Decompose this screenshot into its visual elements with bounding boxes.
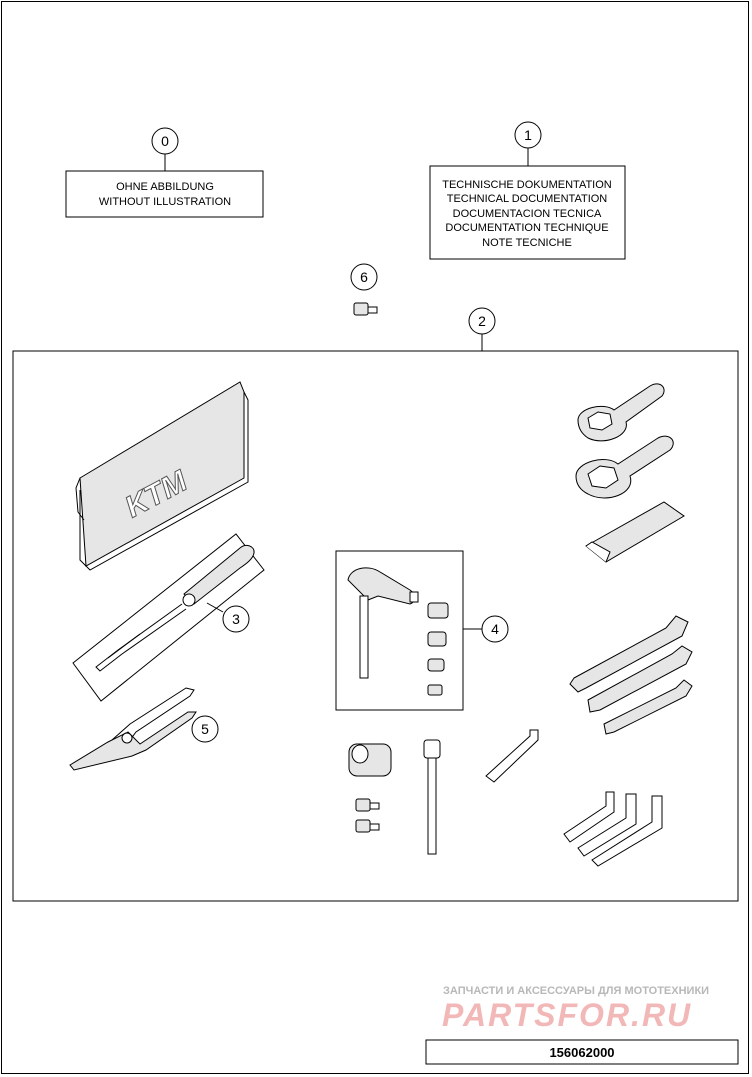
bit-icon[interactable]	[354, 303, 377, 315]
callout-2[interactable]	[469, 308, 495, 334]
callout-4-number: 4	[491, 621, 499, 637]
callout-3[interactable]	[223, 606, 249, 632]
doc-line-it: NOTE TECNICHE	[482, 237, 572, 249]
note-without-illustration	[66, 171, 263, 217]
callout-2-number: 2	[478, 313, 486, 329]
callout-5-number: 5	[201, 721, 209, 737]
note-line-en: WITHOUT ILLUSTRATION	[98, 196, 232, 208]
watermark-logo: PARTSFOR.RU	[442, 997, 693, 1033]
callout-6[interactable]	[351, 264, 377, 290]
bit-icon[interactable]	[356, 799, 379, 832]
pouch-logo: KTM	[119, 464, 193, 525]
torx-key-icon[interactable]	[486, 730, 538, 782]
callout-1-number: 1	[524, 127, 532, 143]
part-number: 156062000	[549, 1045, 615, 1060]
callout-4[interactable]	[482, 616, 508, 642]
callout-5[interactable]	[192, 716, 218, 742]
doc-line-de: TECHNISCHE DOKUMENTATION	[442, 179, 612, 191]
note-line-de: OHNE ABBILDUNG	[116, 181, 214, 193]
doc-line-es: DOCUMENTACION TECNICA	[452, 208, 602, 220]
ring-spanner-icon[interactable]	[576, 436, 673, 498]
hex-key-icon[interactable]	[564, 792, 662, 866]
socket-set-icon[interactable]	[428, 603, 448, 695]
callout-6-number: 6	[360, 269, 368, 285]
extension-bar-icon[interactable]	[424, 740, 440, 854]
socket-icon[interactable]	[349, 744, 391, 776]
open-end-wrench-icon[interactable]	[570, 616, 692, 734]
callout-1[interactable]	[515, 122, 541, 148]
doc-line-fr: DOCUMENTATION TECHNIQUE	[445, 222, 609, 234]
watermark	[442, 985, 709, 1033]
pliers-icon[interactable]	[70, 688, 196, 770]
tool-pouch-icon[interactable]	[76, 382, 248, 570]
callout-0[interactable]	[152, 128, 178, 154]
t-handle-icon[interactable]	[348, 568, 418, 678]
callout-0-number: 0	[161, 133, 169, 149]
box-spanner-icon[interactable]	[586, 502, 684, 562]
part-number-box	[426, 1040, 738, 1064]
doc-line-en: TECHNICAL DOCUMENTATION	[446, 193, 608, 205]
watermark-tagline: ЗАПЧАСТИ И АКСЕССУАРЫ ДЛЯ МОТОТЕХНИКИ	[443, 985, 710, 997]
ring-spanner-icon[interactable]	[578, 384, 664, 441]
callout-3-number: 3	[232, 611, 240, 627]
note-technical-documentation	[430, 166, 625, 259]
